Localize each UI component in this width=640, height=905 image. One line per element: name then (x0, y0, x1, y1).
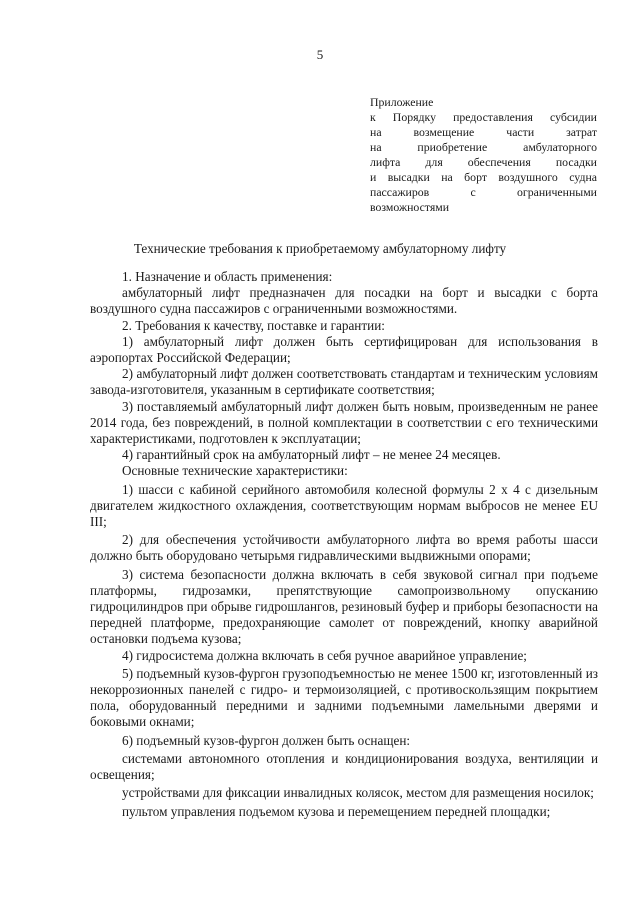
annex-block (370, 95, 597, 215)
page-number: 5 (316, 47, 324, 62)
list-item: системами автономного отопления и кондиционирования воздуха, вентиляции и освещения; (90, 750, 598, 783)
list-item: 6) подъемный кузов-фургон должен быть оснащен: (122, 732, 411, 748)
annex-heading: Приложение (370, 95, 434, 109)
section-heading: 1. Назначение и область применения: (122, 269, 333, 284)
list-item: пультом управления подъемом кузова и перемещением передней площадки; (122, 803, 551, 819)
annex-line: возможностями (370, 200, 450, 214)
annex-line: и высадки на борт воздушного судна (370, 170, 597, 184)
annex-line: на приобретение амбулаторного (370, 140, 597, 154)
annex-line: пассажиров с ограниченными (370, 185, 597, 199)
list-item: 4) гидросистема должна включать в себя ручное аварийное управление; (122, 647, 527, 663)
list-item: 4) гарантийный срок на амбулаторный лифт – не менее 24 месяцев. (122, 447, 501, 463)
document-body (90, 269, 598, 820)
list-item: 5) подъемный кузов-фургон грузоподъемностью не менее 1500 кг, изготовленный из некоррозионных панелей с гидро- и термоизоляцией, с противоскользящим покрытием пола, оборудованный передними и задними подъемными ламельными дверями и боковыми окнами; (90, 665, 598, 730)
paragraph: амбулаторный лифт предназначен для посадки на борт и высадки с борта воздушного судна пассажиров с ограниченными возможностями. (90, 285, 598, 317)
list-item: 3) поставляемый амбулаторный лифт должен быть новым, произведенным не ранее 2014 года, без повреждений, в полной комплектации в соответствии с его техническими характеристиками, подготовлен к эксплуатации; (90, 398, 598, 447)
list-item: 1) шасси с кабиной серийного автомобиля колесной формулы 2 х 4 с дизельным двигателем жидкостного охлаждения, соответствующим нормам выбросов не менее EU III; (90, 481, 598, 530)
list-item: 2) для обеспечения устойчивости амбулаторного лифта во время работы шасси должно быть оборудовано четырьмя гидравлическими выдвижными опорами; (90, 532, 598, 564)
list-item: 2) амбулаторный лифт должен соответствовать стандартам и техническим условиям завода-изготовителя, указанным в сертификате соответствия; (90, 366, 598, 398)
section-heading: 2. Требования к качеству, поставке и гарантии: (122, 317, 385, 333)
annex-line: на возмещение части затрат (370, 125, 597, 139)
list-item: устройствами для фиксации инвалидных колясок, местом для размещения носилок; (122, 785, 594, 801)
document-title: Технические требования к приобретаемому амбулаторному лифту (133, 241, 507, 256)
list-item: 1) амбулаторный лифт должен быть сертифицирован для использования в аэропортах Российской Федерации; (90, 333, 598, 366)
annex-line: лифта для обеспечения посадки (370, 155, 597, 169)
annex-line: к Порядку предоставления субсидии (370, 110, 597, 124)
list-item: 3) система безопасности должна включать в себя звуковой сигнал при подъеме платформы, гидрозамки, препятствующие самопроизвольному опусканию гидроцилиндров при обрыве гидрошлангов, резиновый буфер и приборы безопасности на передней платформе, предохраняющие самолет от повреждений, кнопку аварийной остановки подъема кузова; (90, 566, 598, 647)
section-heading: Основные технические характеристики: (122, 463, 348, 479)
